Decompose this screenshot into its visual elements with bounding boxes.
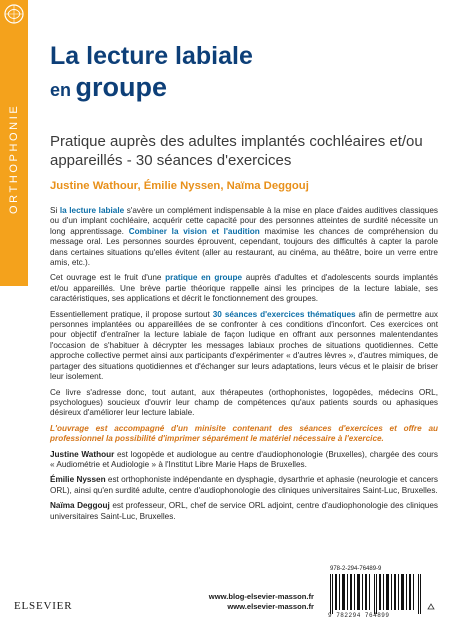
bio-deggouj bbox=[50, 501, 438, 522]
text-span: Si bbox=[50, 206, 60, 215]
bio-nyssen bbox=[50, 475, 438, 496]
text-span: maximise les chances de compréhension du message oral. Les personnes sourdes éprouvent, cependant, toujours des difficultés à capter la parole dans certaines situations qu'elles évitent (aller au restaurant, au cinéma, au théâtre, boire un verre entre amis, etc.). bbox=[50, 226, 438, 268]
title-groupe: groupe bbox=[75, 72, 167, 102]
isbn-number: 978-2-294-76489-9 bbox=[330, 566, 382, 572]
barcode-image bbox=[328, 574, 424, 614]
decorative-swirl-icon bbox=[2, 2, 26, 26]
bio-text: est logopède et audiologue au centre d'audiophonologie (Bruxelles), chargée des cours « Audiométrie et Audiologie » à l'Institut Libre Marie Haps de Bruxelles. bbox=[50, 449, 438, 469]
bio-name: Naïma Deggouj bbox=[50, 501, 110, 511]
text-span: auprès d'adultes et d'adolescents sourds implantés et/ou appareillés. Une brève partie théorique rappelle ainsi les principes de la lecture labiale, ses caractéristiques, ses applications et décrit le fonctionnement des groupes. bbox=[50, 273, 438, 304]
barcode-digits: 9 782294 764899 bbox=[328, 612, 390, 619]
bio-text: est professeur, ORL, chef de service ORL adjoint, centre d'audiophonologie des cliniques universitaires Saint-Luc, Bruxelles. bbox=[50, 501, 438, 521]
sidebar-label: ORTHOPHONIE bbox=[8, 103, 20, 215]
text-span: afin de permettre aux personnes implantées ou appareillées de se confronter à ces conditions d'inconfort. Ces exercices ont pour objectif d'entraîner la lecture labiale de façon ludique en offrant aux personnes malentendantes l'occasion de s'habituer à décrypter les messages labiaux proches de situations quotidiennes. Cette approche collective permet ainsi aux participants d'expérimenter « d'autres lèvres », d'autres mimiques, de partager des situations quotidiennes et d'échanger sur leurs adaptations, leurs vécus et le plaisir de briser leur isolement. bbox=[50, 309, 438, 382]
blog-url-link[interactable]: www.blog-elsevier-masson.fr bbox=[208, 592, 314, 601]
paragraph-3 bbox=[50, 310, 438, 383]
highlight-combiner: Combiner la vision et l'audition bbox=[128, 226, 260, 236]
bio-name: Justine Wathour bbox=[50, 449, 115, 459]
back-cover-text bbox=[50, 206, 438, 527]
paragraph-2 bbox=[50, 273, 438, 304]
text-span: Cet ouvrage est le fruit d'une bbox=[50, 273, 166, 283]
title-en: en bbox=[50, 80, 72, 100]
book-title-line2 bbox=[50, 72, 167, 103]
authors-line: Justine Wathour, Émilie Nyssen, Naïma Deggouj bbox=[50, 180, 309, 192]
minisite-note: L'ouvrage est accompagné d'un minisite contenant des séances d'exercices et offre au professionnel la possibilité d'imprimer séparément le matériel nécessaire à l'exercice. bbox=[50, 423, 438, 444]
recycle-icon bbox=[426, 603, 436, 613]
paragraph-1 bbox=[50, 206, 438, 268]
highlight-30-seances: 30 séances d'exercices thématiques bbox=[212, 309, 356, 319]
bio-text: est orthophoniste indépendante en dysphagie, dysarthrie et aphasie (neurologie et cancers ORL), ainsi qu'en surdité adulte, centre d'audiophonologie des cliniques universitaires Saint-Luc, Bruxelles. bbox=[50, 475, 438, 495]
publisher-urls bbox=[178, 592, 314, 612]
book-subtitle: Pratique auprès des adultes implantés cochléaires et/ou appareillés - 30 séances d'exercices bbox=[50, 133, 423, 169]
text-span: Essentiellement pratique, il propose surtout bbox=[50, 309, 213, 319]
highlight-lecture-labiale: la lecture labiale bbox=[59, 206, 125, 215]
site-url-link[interactable]: www.elsevier-masson.fr bbox=[227, 602, 314, 611]
highlight-pratique-groupe: pratique en groupe bbox=[165, 273, 243, 283]
text-span: s'avère un complément indispensable à la mise en place d'aides auditives classiques ou d'un implant cochléaire, acquérir cette capacité pour des personnes atteintes de surdité nécessite un long apprentissage. bbox=[50, 206, 438, 236]
orthophonie-sidebar bbox=[0, 0, 28, 286]
bio-name: Émilie Nyssen bbox=[50, 475, 106, 485]
book-title-line1: La lecture labiale bbox=[50, 42, 253, 70]
paragraph-4: Ce livre s'adresse donc, tout autant, aux thérapeutes (orthophonistes, logopèdes, médecins ORL, psychologues) soucieux d'ouvrir leur champ de compétences qu'aux patients sourds ou aphasiques désireux d'améliorer leur lecture labiale. bbox=[50, 387, 438, 418]
bio-wathour bbox=[50, 450, 438, 471]
publisher-name: ELSEVIER bbox=[14, 600, 73, 612]
